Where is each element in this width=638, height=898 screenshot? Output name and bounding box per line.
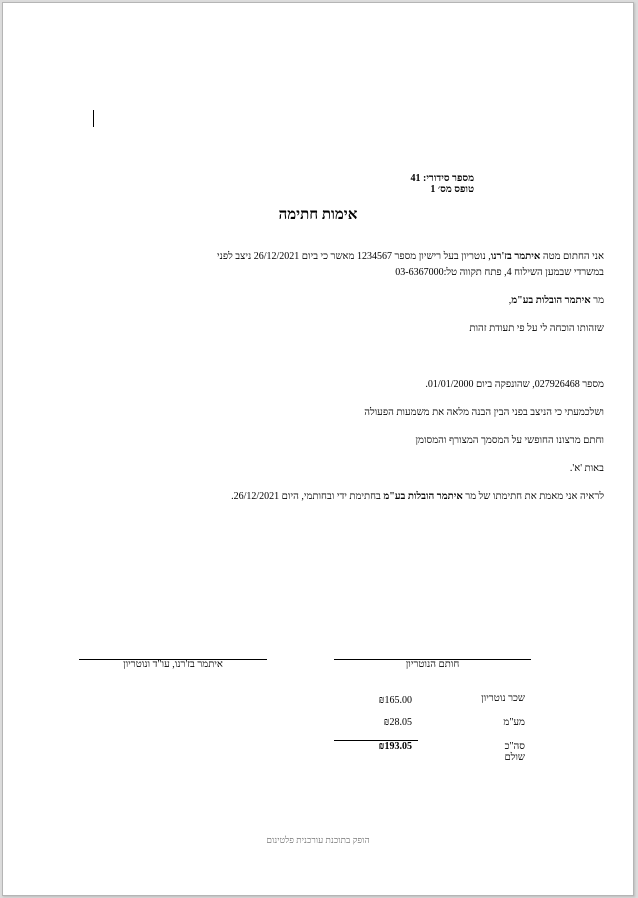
witness-line: לראיה אני מאמת את חתימתו של מר איתמר הובלות בע"מ בחתימת ידי ובחותמי, היום 26/12/2021. [231,491,604,502]
notary-signature-label: איתמר בז'רנו, עו"ד ונוטריון [123,659,223,670]
marked-line: באות 'א'. [569,463,604,474]
serial-label: מספר סידורי: [422,173,474,184]
serial-number-line [410,173,474,184]
fee-label-vat: מע"מ [503,717,525,728]
document-title: אימות חתימה [278,207,358,223]
fee-label-notary: שכר נוטריון [481,693,525,704]
form-label: טופס מס׳ [437,184,474,195]
form-number-line [430,184,474,195]
fee-amount-notary: ₪165.00 [378,695,412,706]
fee-label-total: סה"כ שולם [504,741,525,763]
understood-line: ושלכמעתי כי הניצב בפני הבין הבנה מלאה את משמעות הפעולה [364,407,604,418]
signer-line: מר איתמר הובלות בע"מ, [508,295,604,306]
notary-seal-label: חותם הנוטריון [405,659,460,670]
document-page [2,2,634,896]
signer-name: איתמר הובלות בע"מ [511,295,591,306]
fee-amount-total: ₪193.05 [378,741,412,752]
paragraph-intro-line1: אני החתום מטה איתמר בז'רנו, נוטריון בעל רישיון מספר 1234567 מאשר כי ביום 26/12/2021 ניצב לפני [217,251,604,262]
form-value: 1 [430,184,436,195]
serial-value: 41 [410,173,421,184]
text-cursor [93,110,94,127]
witness-signer-name: איתמר הובלות בע"מ [383,491,463,502]
fee-amount-vat: ₪28.05 [383,717,412,728]
paragraph-intro-line2: במשרדי שבמען השילוח 4, פתח תקווה טל:03-6367000 [395,267,604,278]
identified-line: שזהותו הוכחה לי על פי תעודת זהות [469,323,604,334]
id-number-line: מספר 027926468, שהונפקה ביום 01/01/2000. [425,379,604,390]
signed-line: וחתם מרצונו החופשי על המסמך המצורף והמסומן [415,435,604,446]
footer-note: הופק בתוכנת עורכנית פלטינום [266,835,370,845]
notary-name: איתמר בז'רנו [490,251,541,262]
